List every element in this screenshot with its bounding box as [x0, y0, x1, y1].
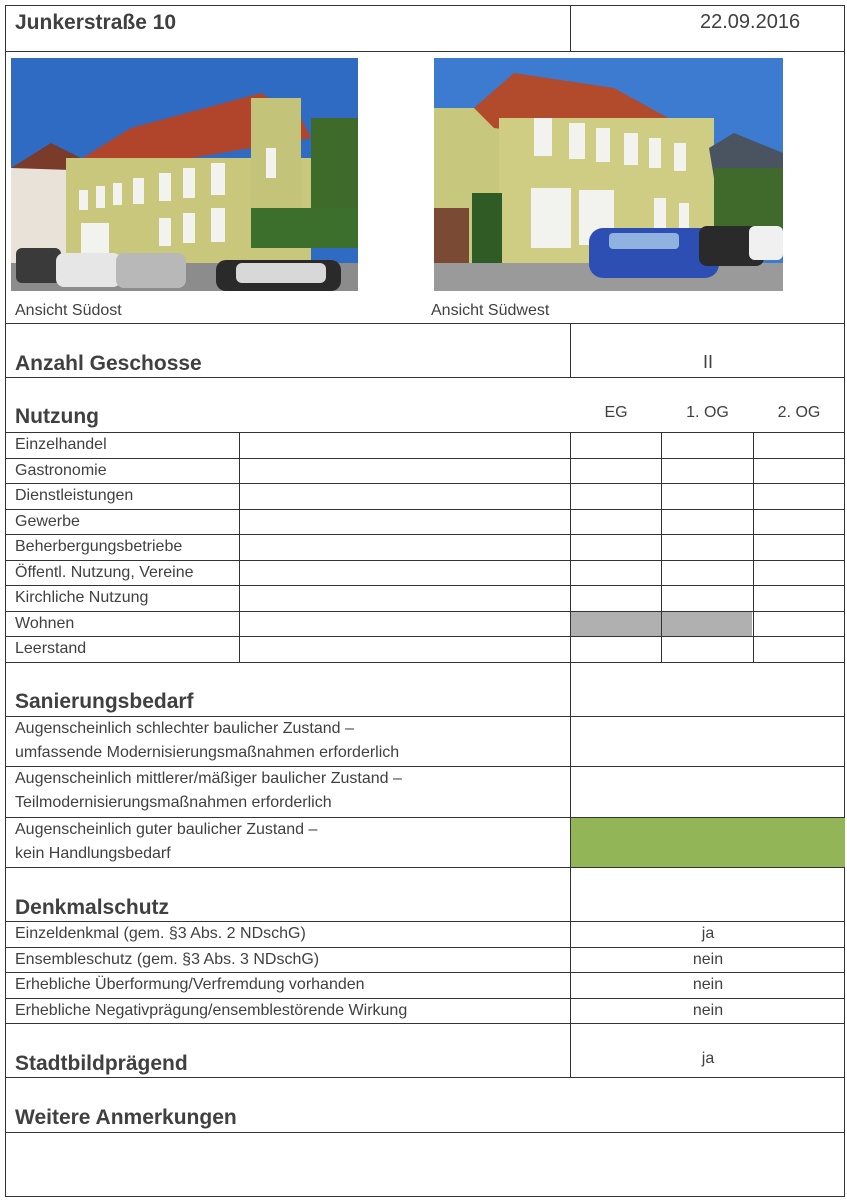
monument-row-value: ja [701, 925, 715, 942]
floors-label: Anzahl Geschosse [15, 352, 202, 375]
usage-col-1og: 1. OG [686, 404, 729, 421]
usage-cell-marked [571, 612, 661, 637]
survey-date: 22.09.2016 [700, 11, 801, 33]
usage-col-2og: 2. OG [777, 404, 821, 421]
monument-row-label: Erhebliche Negativprägung/ensemblestörende Wirkung [15, 1001, 408, 1019]
usage-row-label: Öffentl. Nutzung, Vereine [15, 563, 194, 581]
monument-row-label: Einzeldenkmal (gem. §3 Abs. 2 NDschG) [15, 925, 306, 942]
renovation-line-1: Augenscheinlich schlechter baulicher Zustand – [15, 720, 354, 737]
monument-heading: Denkmalschutz [15, 896, 170, 919]
monument-row-label: Erhebliche Überformung/Verfremdung vorhanden [15, 976, 365, 993]
usage-row-label: Dienstleistungen [15, 487, 134, 504]
usage-row-label: Wohnen [15, 614, 75, 632]
monument-row-label: Ensembleschutz (gem. §3 Abs. 3 NDschG) [15, 950, 320, 968]
renovation-line-1: Augenscheinlich mittlerer/mäßiger baulicher Zustand – [15, 770, 402, 788]
monument-row-value: nein [692, 976, 724, 993]
renovation-line-1: Augenscheinlich guter baulicher Zustand – [15, 820, 318, 838]
caption-southeast: Ansicht Südost [15, 302, 122, 319]
floors-value: II [702, 352, 713, 372]
usage-row-label: Kirchliche Nutzung [15, 589, 149, 606]
usage-row-label: Leerstand [15, 640, 87, 657]
townscape-label: Stadtbildprägend [15, 1052, 188, 1075]
photo-southeast [11, 58, 358, 291]
caption-southwest: Ansicht Südwest [431, 302, 550, 319]
renovation-selected-cell [571, 818, 845, 867]
usage-row-label: Gewerbe [15, 512, 80, 530]
renovation-heading: Sanierungsbedarf [15, 690, 194, 713]
usage-cell-marked [662, 612, 752, 637]
renovation-line-2: kein Handlungsbedarf [15, 844, 171, 862]
renovation-line-2: umfassende Modernisierungsmaßnahmen erforderlich [15, 744, 400, 761]
townscape-value: ja [701, 1050, 715, 1067]
usage-row-label: Gastronomie [15, 461, 107, 479]
monument-row-value: nein [692, 1001, 724, 1019]
photo-southwest [434, 58, 783, 291]
usage-col-eg: EG [604, 404, 628, 421]
usage-row-label: Einzelhandel [15, 436, 107, 453]
usage-row-label: Beherbergungsbetriebe [15, 538, 183, 555]
renovation-line-2: Teilmodernisierungsmaßnahmen erforderlich [15, 794, 332, 812]
usage-heading: Nutzung [15, 405, 99, 428]
monument-row-value: nein [692, 950, 724, 968]
building-address: Junkerstraße 10 [15, 11, 177, 34]
notes-heading: Weitere Anmerkungen [15, 1106, 237, 1129]
